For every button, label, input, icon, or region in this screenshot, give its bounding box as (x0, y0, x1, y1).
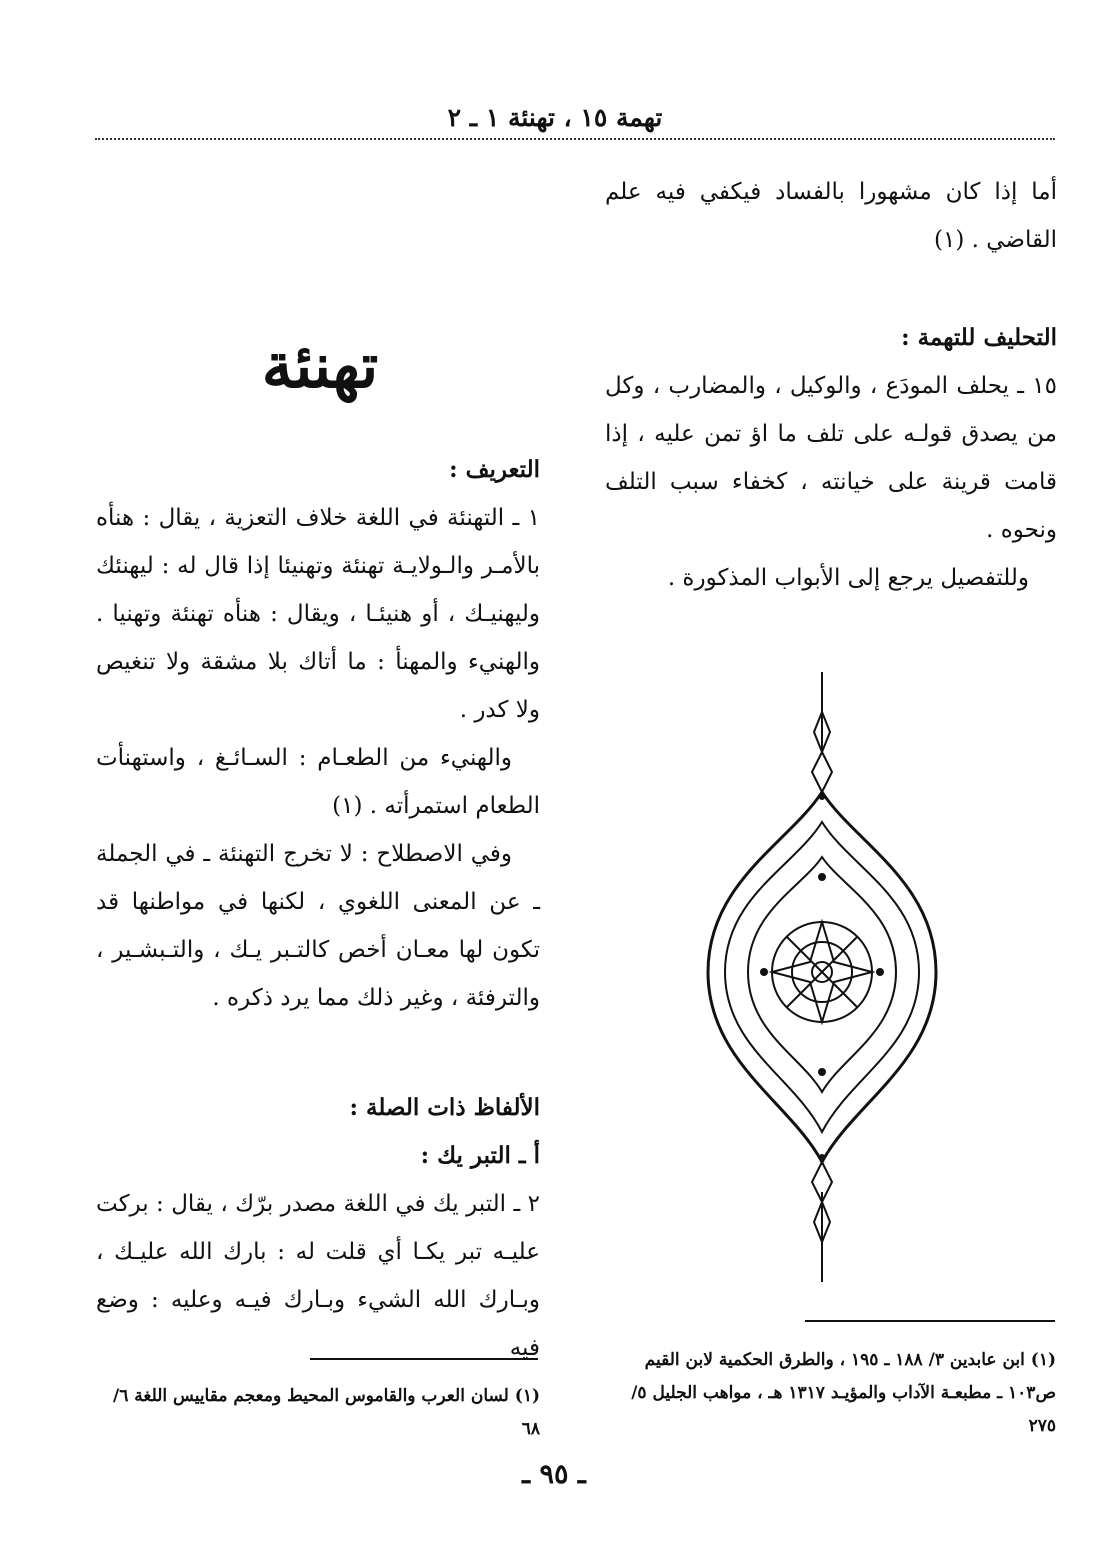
paragraph-15: ١٥ ـ يحلف المودَع ، والوكيل ، والمضارب ، وكل من يصدق قولـه على تلف ما اؤ تمن عليه ، إذا قامت قرينة على خيانته ، كخفاء سبب التلف ونحوه . (605, 373, 1057, 543)
subheading-tabrik: أ ـ التبر يك : (420, 1142, 540, 1169)
header-dotted-rule (95, 138, 1055, 140)
left-footnote: (١) لسان العرب والقاموس المحيط ومعجم مقاييس اللغة ٦/ ٦٨ (112, 1386, 540, 1439)
right-column-oath-section (605, 314, 1057, 602)
article-title: تهنئة (261, 329, 379, 402)
related-terms-heading: الألفاظ ذات الصلة : (349, 1094, 540, 1121)
right-footnote: (١) ابن عابدين ٣/ ١٨٨ ـ ١٩٥ ، والطرق الحكمية لابن القيم ص١٠٣ ـ مطبعـة الآداب والمؤيـد ١٣١٧ هـ ، مواهب الجليل ٥/ ٢٧٥ (631, 1350, 1056, 1436)
details-paragraph: وللتفصيل يرجع إلى الأبواب المذكورة . (667, 565, 1029, 591)
left-column-definition (96, 446, 540, 1022)
left-footnote-rule (310, 1358, 538, 1360)
intro-paragraph: أما إذا كان مشهورا بالفساد فيكفي فيه علم القاضي . (١) (605, 179, 1057, 253)
right-footnote-rule (805, 1320, 1055, 1322)
right-column-intro (605, 168, 1057, 264)
left-column-related-terms (96, 1084, 540, 1372)
food-paragraph: والهنيء من الطعـام : السـائـغ ، واستهنأت الطعام استمرأته . (١) (96, 745, 540, 819)
oath-section-heading: التحليف للتهمة : (901, 324, 1057, 351)
paragraph-2: ٢ ـ التبر يك في اللغة مصدر برّك ، يقال : بركت عليـه تبر يكـا أي قلت له : بارك الله عليـك ، وبـارك الله الشيء وبـارك فيـه وعليه : وضع فيه (96, 1191, 540, 1361)
terminology-paragraph: وفي الاصطلاح : لا تخرج التهنئة ـ في الجملة ـ عن المعنى اللغوي ، لكنها في مواطنها قد تكون لها معـان أخص كالتـبر يـك ، والتـبشـير ، والترفئة ، وغير ذلك مما يرد ذكره . (96, 841, 540, 1011)
definition-heading: التعريف : (449, 456, 540, 483)
running-head: تهمة ١٥ ، تهنئة ١ ـ ٢ (447, 103, 663, 132)
page-number: ـ ٩٥ ـ (522, 1459, 586, 1490)
paragraph-1: ١ ـ التهنئة في اللغة خلاف التعزية ، يقال : هنأه بالأمـر والـولايـة تهنئة وتهنيئا إذا قال له : ليهنئك وليهنيـك ، أو هنيئـا ، ويقال : هنأه تهنئة وتهنيا . والهنيء والمهنأ : ما أتاك بلا مشقة ولا تنغيص ولا كدر . (96, 505, 540, 723)
decorative-ornament-icon (704, 672, 940, 1282)
